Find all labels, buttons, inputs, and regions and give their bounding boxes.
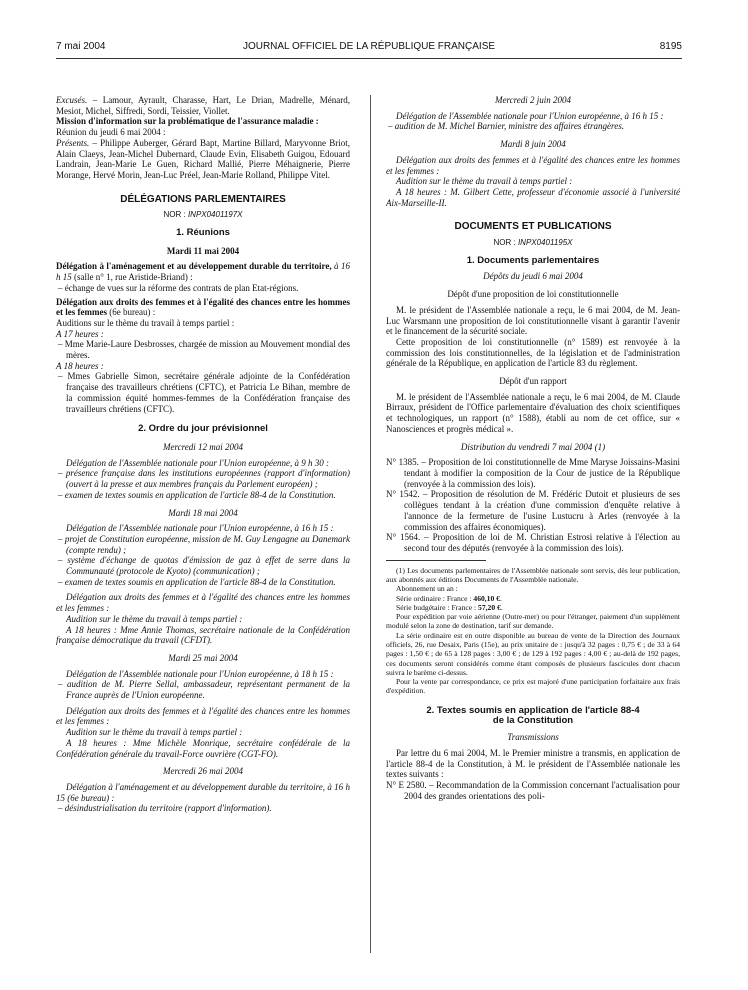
depot-rapport-heading: Dépôt d'un rapport (499, 376, 567, 387)
document-entry: N° E 2580. – Recommandation de la Commission concernant l'actualisation pour 2004 des grandes orientations des poli- (386, 779, 680, 801)
document-entry: N° 1564. – Proposition de loi de M. Christian Estrosi relative à l'élection au second tour des députés (renvoyée à la commission des lois). (386, 532, 680, 553)
agenda-item: A 18 heures : Mme Annie Thomas, secrétaire nationale de la Confédération française démocratique du travail (CFDT). (56, 624, 350, 646)
agenda-item: – examen de textes soumis en application de l'article 88-4 de la Constitution. (58, 489, 336, 500)
document-entry: N° 1385. – Proposition de loi constitutionnelle de Mme Maryse Joissains-Masini tendant à modifier la composition de la Cour de justice de la République (renvoyée à la commission des lois). (386, 457, 680, 489)
delegation-line: Délégation de l'Assemblée nationale pour l'Union européenne, à 16 h 15 : (66, 523, 334, 534)
delegation-line: Délégation aux droits des femmes et à l'égalité des chances entre les hommes et les femmes : (56, 592, 350, 614)
date-heading: Mardi 8 juin 2004 (500, 139, 566, 150)
date-heading: Mardi 25 mai 2004 (168, 652, 238, 663)
agenda-item: – Mmes Gabrielle Simon, secrétaire générale adjointe de la Confédération française des travailleurs chrétiens (CFTC), et Patricia Le Bihan, membre de la commission équité hommes-femmes de la Confédération française des travailleurs chrétiens (CFTC). (58, 371, 350, 414)
reunion-date: Réunion du jeudi 6 mai 2004 : (56, 127, 166, 138)
audition-theme: Audition sur le thème du travail à temps partiel : (66, 727, 243, 738)
running-header (56, 41, 682, 57)
textes-heading: 2. Textes soumis en application de l'article 88-4 de la Constitution (426, 704, 640, 727)
transmissions-heading: Transmissions (507, 732, 559, 743)
agenda-item: – examen de textes soumis en application de l'article 88-4 de la Constitution. (58, 576, 336, 587)
date-heading: Mercredi 12 mai 2004 (162, 441, 244, 452)
audition-theme: Audition sur le thème du travail à temps partiel : (66, 613, 243, 624)
proposition-paragraph: Cette proposition de loi constitutionnelle (n° 1589) est renvoyée à la commission des lois constitutionnelles, de la législation et de l'administration générale de la République, en application de l'article 83 du règlement. (386, 336, 680, 369)
date-heading: Mercredi 2 juin 2004 (494, 95, 572, 105)
depots-heading: Dépôts du jeudi 6 mai 2004 (483, 271, 583, 282)
footnote-rule (386, 560, 486, 561)
documents-parlementaires-heading: 1. Documents parlementaires (466, 254, 600, 266)
proposition-paragraph: M. le président de l'Assemblée nationale a reçu, le 6 mai 2004, de M. Jean-Luc Warsmann une proposition de loi constitutionnelle visant à garantir l'avenir et le financement de la sécurité sociale. (386, 304, 680, 337)
agenda-item: – présence française dans les institutions européennes (rapport d'information) (ouvert à la presse et aux membres français du Parlement européen) ; (58, 468, 350, 490)
documents-title: DOCUMENTS ET PUBLICATIONS (454, 221, 612, 233)
depot-proposition-heading: Dépôt d'une proposition de loi constitutionnelle (447, 289, 619, 300)
presents-paragraph: Présents. – Philippe Auberger, Gérard Bapt, Martine Billard, Maryvonne Briot, Alain Claeys, Jean-Michel Dubernard, Claude Evin, Elisabeth Guigou, Edouard Landrain, Jean-Marie Le Guen, Richard Mallié, Pierre Méhaignerie, Pierre Morange, Hervé Morin, Jean-Luc Préel, Jean-Marie Rolland, Philippe Vitel. (56, 137, 350, 180)
delegation-line: Délégation de l'Assemblée nationale pour l'Union européenne, à 9 h 30 : (66, 457, 329, 468)
agenda-item: – Mme Marie-Laure Desbrosses, chargée de mission au Mouvement mondial des mères. (58, 339, 351, 361)
delegation-line: Délégation à l'aménagement et au développement durable du territoire, à 16 h 15 (6e bureau) : (56, 781, 350, 803)
agenda-item: – projet de Constitution européenne, mission de M. Guy Lengagne au Danemark (compte rendu) ; (58, 533, 350, 555)
date-heading: Mardi 18 mai 2004 (168, 507, 238, 518)
header-page-number: 8195 (659, 41, 682, 52)
header-date: 7 mai 2004 (56, 41, 106, 52)
rapport-paragraph: M. le président de l'Assemblée nationale a reçu, le 6 mai 2004, de M. Claude Birraux, président de l'Office parlementaire d'évaluation des choix scientifiques et technologiques, un rapport (n° 1588), établi au nom de cet office, sur « Nanosciences et progrès médical ». (386, 391, 680, 434)
transmission-paragraph: Par lettre du 6 mai 2004, M. le Premier ministre a transmis, en application de l'article 88-4 de la Constitution, à M. le président de l'Assemblée nationale les textes suivants : (386, 747, 680, 780)
header-journal-title: JOURNAL OFFICIEL DE LA RÉPUBLIQUE FRANÇAISE (242, 41, 496, 52)
column-divider (370, 95, 371, 953)
time-label: A 18 heures : (56, 360, 104, 371)
footnote: (1) Les documents parlementaires de l'Assemblée nationale sont servis, dès leur publication, aux abonnés aux éditions Documents de l'Assemblée nationale. Abonnement un an : Série ordinaire : France : 460,10 €. Série budgétaire : France : 57,20 €. Pour expédition par voie aérienne (Outre-mer) ou pour l'étranger, paiement d'un supplément modulé selon la zone de destination, tarif sur demande. La série ordinaire est en outre disponible au bureau de vente de la Direction des Journaux officiels, 26, rue Desaix, Paris (15e), au prix unitaire de : jusqu'à 32 pages : 0,75 € ; de 33 à 64 pages : 1,50 € ; de 65 à 128 pages : 3,00 € ; de 129 à 192 pages : 4,00 € ; au-delà de 192 pages, ces documents seront considérés comme étant composés de plusieurs fascicules dont chacun suivra le barème ci-dessus. Pour la vente par correspondance, ce prix est majoré d'une participation forfaitaire aux frais d'expédition. (386, 565, 680, 696)
date-heading: Mardi 11 mai 2004 (166, 245, 240, 256)
nor-reference: NOR : INPX0401195X (493, 238, 573, 248)
document-entry: N° 1542. – Proposition de résolution de M. Frédéric Dutoit et plusieurs de ses collègues tendant à la création d'une commission d'enquête relative à l'annonce de la fermeture de l'usine Lustucru à Arles (renvoyée à la commission des affaires économiques). (386, 489, 680, 532)
delegation-line: Délégation aux droits des femmes et à l'égalité des chances entre les hommes et les femmes : (386, 154, 680, 176)
delegation-line: Délégation de l'Assemblée nationale pour l'Union européenne, à 16 h 15 : (396, 110, 664, 121)
agenda-item: – échange de vues sur la réforme des contrats de plan Etat-régions. (58, 282, 299, 293)
audition-theme: Auditions sur le thème du travail à temps partiel : (56, 317, 235, 328)
ordre-heading: 2. Ordre du jour prévisionnel (138, 423, 268, 435)
left-column (56, 95, 350, 814)
excuses-paragraph: Excusés. – Lamour, Ayrault, Charasse, Hart, Le Drian, Madrelle, Ménard, Mesiot, Michel, Siffredi, Sordi, Teissier, Viollet. (56, 95, 350, 116)
agenda-item: – désindustrialisation du territoire (rapport d'information). (58, 803, 272, 814)
reunions-heading: 1. Réunions (176, 227, 230, 239)
delegation-line: Délégation aux droits des femmes et à l'égalité des chances entre les hommes et les femmes : (56, 705, 350, 727)
time-label: A 17 heures : (56, 328, 104, 339)
agenda-item: – audition de M. Michel Barnier, ministre des affaires étrangères. (388, 121, 624, 132)
agenda-item: – système d'échange de quotas d'émission de gaz à effet de serre dans la Communauté (protocole de Kyoto) (communication) ; (58, 555, 350, 577)
agenda-item: A 18 heures : M. Gilbert Cette, professeur d'économie associé à l'université Aix-Marseille-II. (386, 186, 680, 208)
delegation-line: Délégation de l'Assemblée nationale pour l'Union européenne, à 18 h 15 : (66, 668, 334, 679)
deleg-amenagement: Délégation à l'aménagement et au développement durable du territoire, à 16 h 15 (salle n° 1, rue Aristide-Briand) : (56, 261, 350, 283)
deleg-femmes: Délégation aux droits des femmes et à l'égalité des chances entre les hommes et les femmes (6e bureau) : (56, 296, 350, 318)
header-rule (56, 58, 682, 59)
nor-reference: NOR : INPX0401197X (163, 210, 243, 220)
agenda-item: A 18 heures : Mme Michèle Monrique, secrétaire confédérale de la Confédération générale du travail-Force ouvrière (CGT-FO). (56, 737, 350, 759)
right-column (386, 95, 680, 801)
distribution-heading: Distribution du vendredi 7 mai 2004 (1) (460, 441, 606, 452)
date-heading: Mercredi 26 mai 2004 (162, 766, 244, 777)
delegations-title: DÉLÉGATIONS PARLEMENTAIRES (120, 193, 286, 205)
mission-title: Mission d'information sur la problématique de l'assurance maladie : (56, 116, 319, 127)
agenda-item: – audition de M. Pierre Sellal, ambassadeur, représentant permanent de la France auprès de l'Union européenne. (58, 679, 350, 701)
audition-theme: Audition sur le thème du travail à temps partiel : (396, 176, 573, 187)
